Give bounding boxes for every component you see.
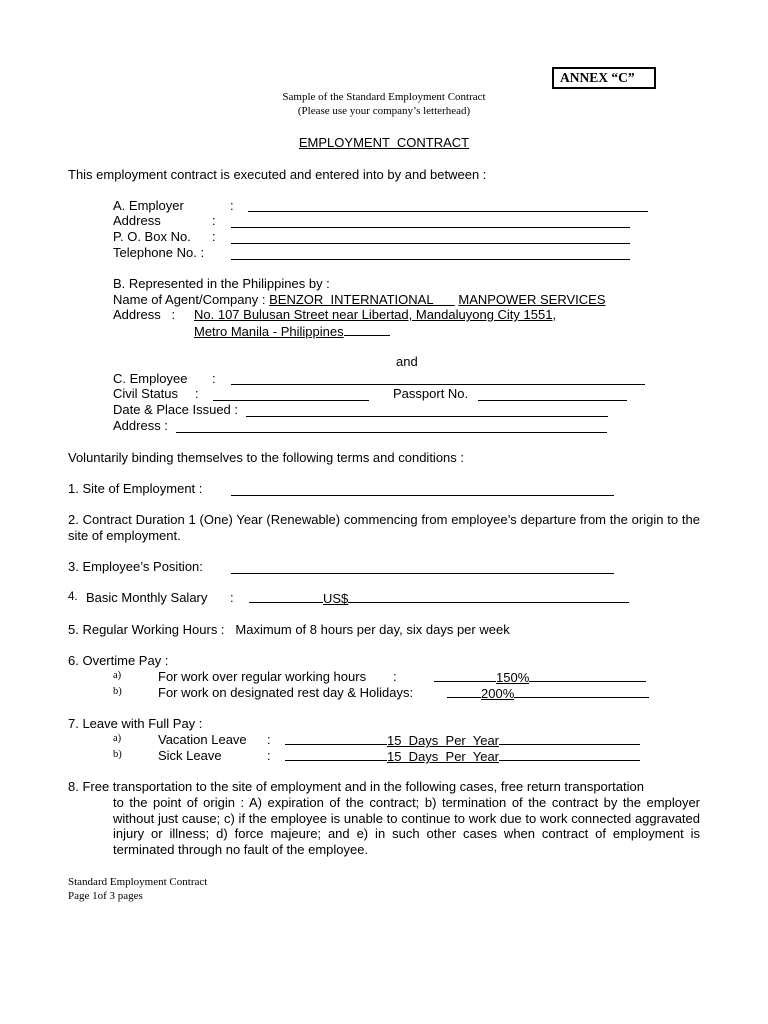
annex-label: ANNEX “C” xyxy=(552,67,656,89)
civil-status-field[interactable] xyxy=(213,400,369,401)
term-7-label: 7. Leave with Full Pay : xyxy=(68,716,203,731)
term-8-text xyxy=(113,795,700,857)
representative-heading: B. Represented in the Philippines by : xyxy=(113,276,330,291)
term-7a-colon: : xyxy=(267,732,271,747)
employee-address-label: Address : xyxy=(113,418,168,433)
date-place-label: Date & Place Issued : xyxy=(113,402,239,417)
agent-name-2: MANPOWER SERVICES xyxy=(458,292,606,307)
term-4-number: 4. xyxy=(68,591,78,603)
page-number: Page 1of 3 pages xyxy=(68,890,143,902)
telephone-field[interactable] xyxy=(231,259,630,260)
term-7a-label: Vacation Leave xyxy=(158,732,247,747)
position-field[interactable] xyxy=(231,573,614,574)
term-6-label: 6. Overtime Pay : xyxy=(68,653,169,668)
employer-address-field[interactable] xyxy=(231,227,630,228)
letterhead-note: (Please use your company’s letterhead) xyxy=(297,105,471,117)
term-2-text xyxy=(68,512,700,543)
vacation-leave-value: 15 Days Per Year xyxy=(387,733,500,748)
employee-address-field[interactable] xyxy=(176,432,607,433)
term-8-content: to the point of origin : A) expiration of the contract; b) termination of the contract by the employer without just cause; c) if the employee is unable to continue to work due to work connected aggravated injury or illness; d) force majeure; and e) in such other cases when contract of employment is terminated through no fault of the employee. xyxy=(113,795,700,857)
term-7b-marker: b) xyxy=(113,749,122,760)
employer-colon: : xyxy=(230,198,234,213)
salary-field[interactable] xyxy=(348,590,629,603)
binding-text: Voluntarily binding themselves to the following terms and conditions : xyxy=(68,450,464,465)
civil-status-colon: : xyxy=(195,386,199,401)
employer-address-label: Address xyxy=(113,213,161,228)
term-3-label: 3. Employee’s Position: xyxy=(68,559,203,574)
employer-field[interactable] xyxy=(248,211,648,212)
term-6a-colon: : xyxy=(393,669,397,684)
rep-address-label: Address : xyxy=(113,307,176,322)
footer-title: Standard Employment Contract xyxy=(68,876,208,888)
term-6b-label: For work on designated rest day & Holidays: xyxy=(158,685,414,700)
employee-label: C. Employee xyxy=(113,371,188,386)
employee-field[interactable] xyxy=(231,384,645,385)
passport-label: Passport No. xyxy=(393,386,469,401)
salary-currency: US$ xyxy=(323,591,349,606)
pobox-label: P. O. Box No. xyxy=(113,229,191,244)
term-6b-marker: b) xyxy=(113,686,122,697)
employer-label: A. Employer xyxy=(113,198,184,213)
term-4-label: Basic Monthly Salary xyxy=(86,590,208,605)
overtime-holiday-value: 200% xyxy=(481,686,515,701)
civil-status-label: Civil Status xyxy=(113,386,179,401)
date-place-field[interactable] xyxy=(246,416,608,417)
sample-title: Sample of the Standard Employment Contract xyxy=(282,91,486,103)
intro-text: This employment contract is executed and entered into by and between : xyxy=(68,167,487,182)
term-6a-marker: a) xyxy=(113,670,122,681)
rep-address-line2: Metro Manila - Philippines xyxy=(194,324,344,339)
employee-colon: : xyxy=(212,371,216,386)
term-7b-label: Sick Leave xyxy=(158,748,222,763)
telephone-label: Telephone No. : xyxy=(113,245,205,260)
term-7b-colon: : xyxy=(267,748,271,763)
salary-line-left xyxy=(249,590,323,603)
sick-leave-value: 15 Days Per Year xyxy=(387,749,500,764)
term-5-text: 5. Regular Working Hours : Maximum of 8 hours per day, six days per week xyxy=(68,622,510,637)
rep-address-line1: No. 107 Bulusan Street near Libertad, Mandaluyong City 1551, xyxy=(194,307,557,322)
term-8-first-line: 8. Free transportation to the site of employment and in the following cases, free return transportation xyxy=(68,779,644,794)
term-6a-label: For work over regular working hours xyxy=(158,669,367,684)
term-7a-marker: a) xyxy=(113,733,122,744)
term-2-content: 2. Contract Duration 1 (One) Year (Renewable) commencing from employee’s departure from the origin to the site of employment. xyxy=(68,512,700,543)
rep-address-tail-line xyxy=(344,323,390,336)
contract-title: EMPLOYMENT CONTRACT xyxy=(298,135,470,150)
pobox-colon: : xyxy=(212,229,216,244)
term-4-colon: : xyxy=(230,590,234,605)
agent-name-1: BENZOR INTERNATIONAL xyxy=(269,292,434,307)
pobox-field[interactable] xyxy=(231,243,630,244)
term-1-label: 1. Site of Employment : xyxy=(68,481,203,496)
site-of-employment-field[interactable] xyxy=(231,495,614,496)
overtime-regular-value: 150% xyxy=(496,670,530,685)
passport-field[interactable] xyxy=(478,400,627,401)
agent-label: Name of Agent/Company : xyxy=(113,292,266,307)
and-text: and xyxy=(396,354,418,369)
employer-address-colon: : xyxy=(212,213,216,228)
